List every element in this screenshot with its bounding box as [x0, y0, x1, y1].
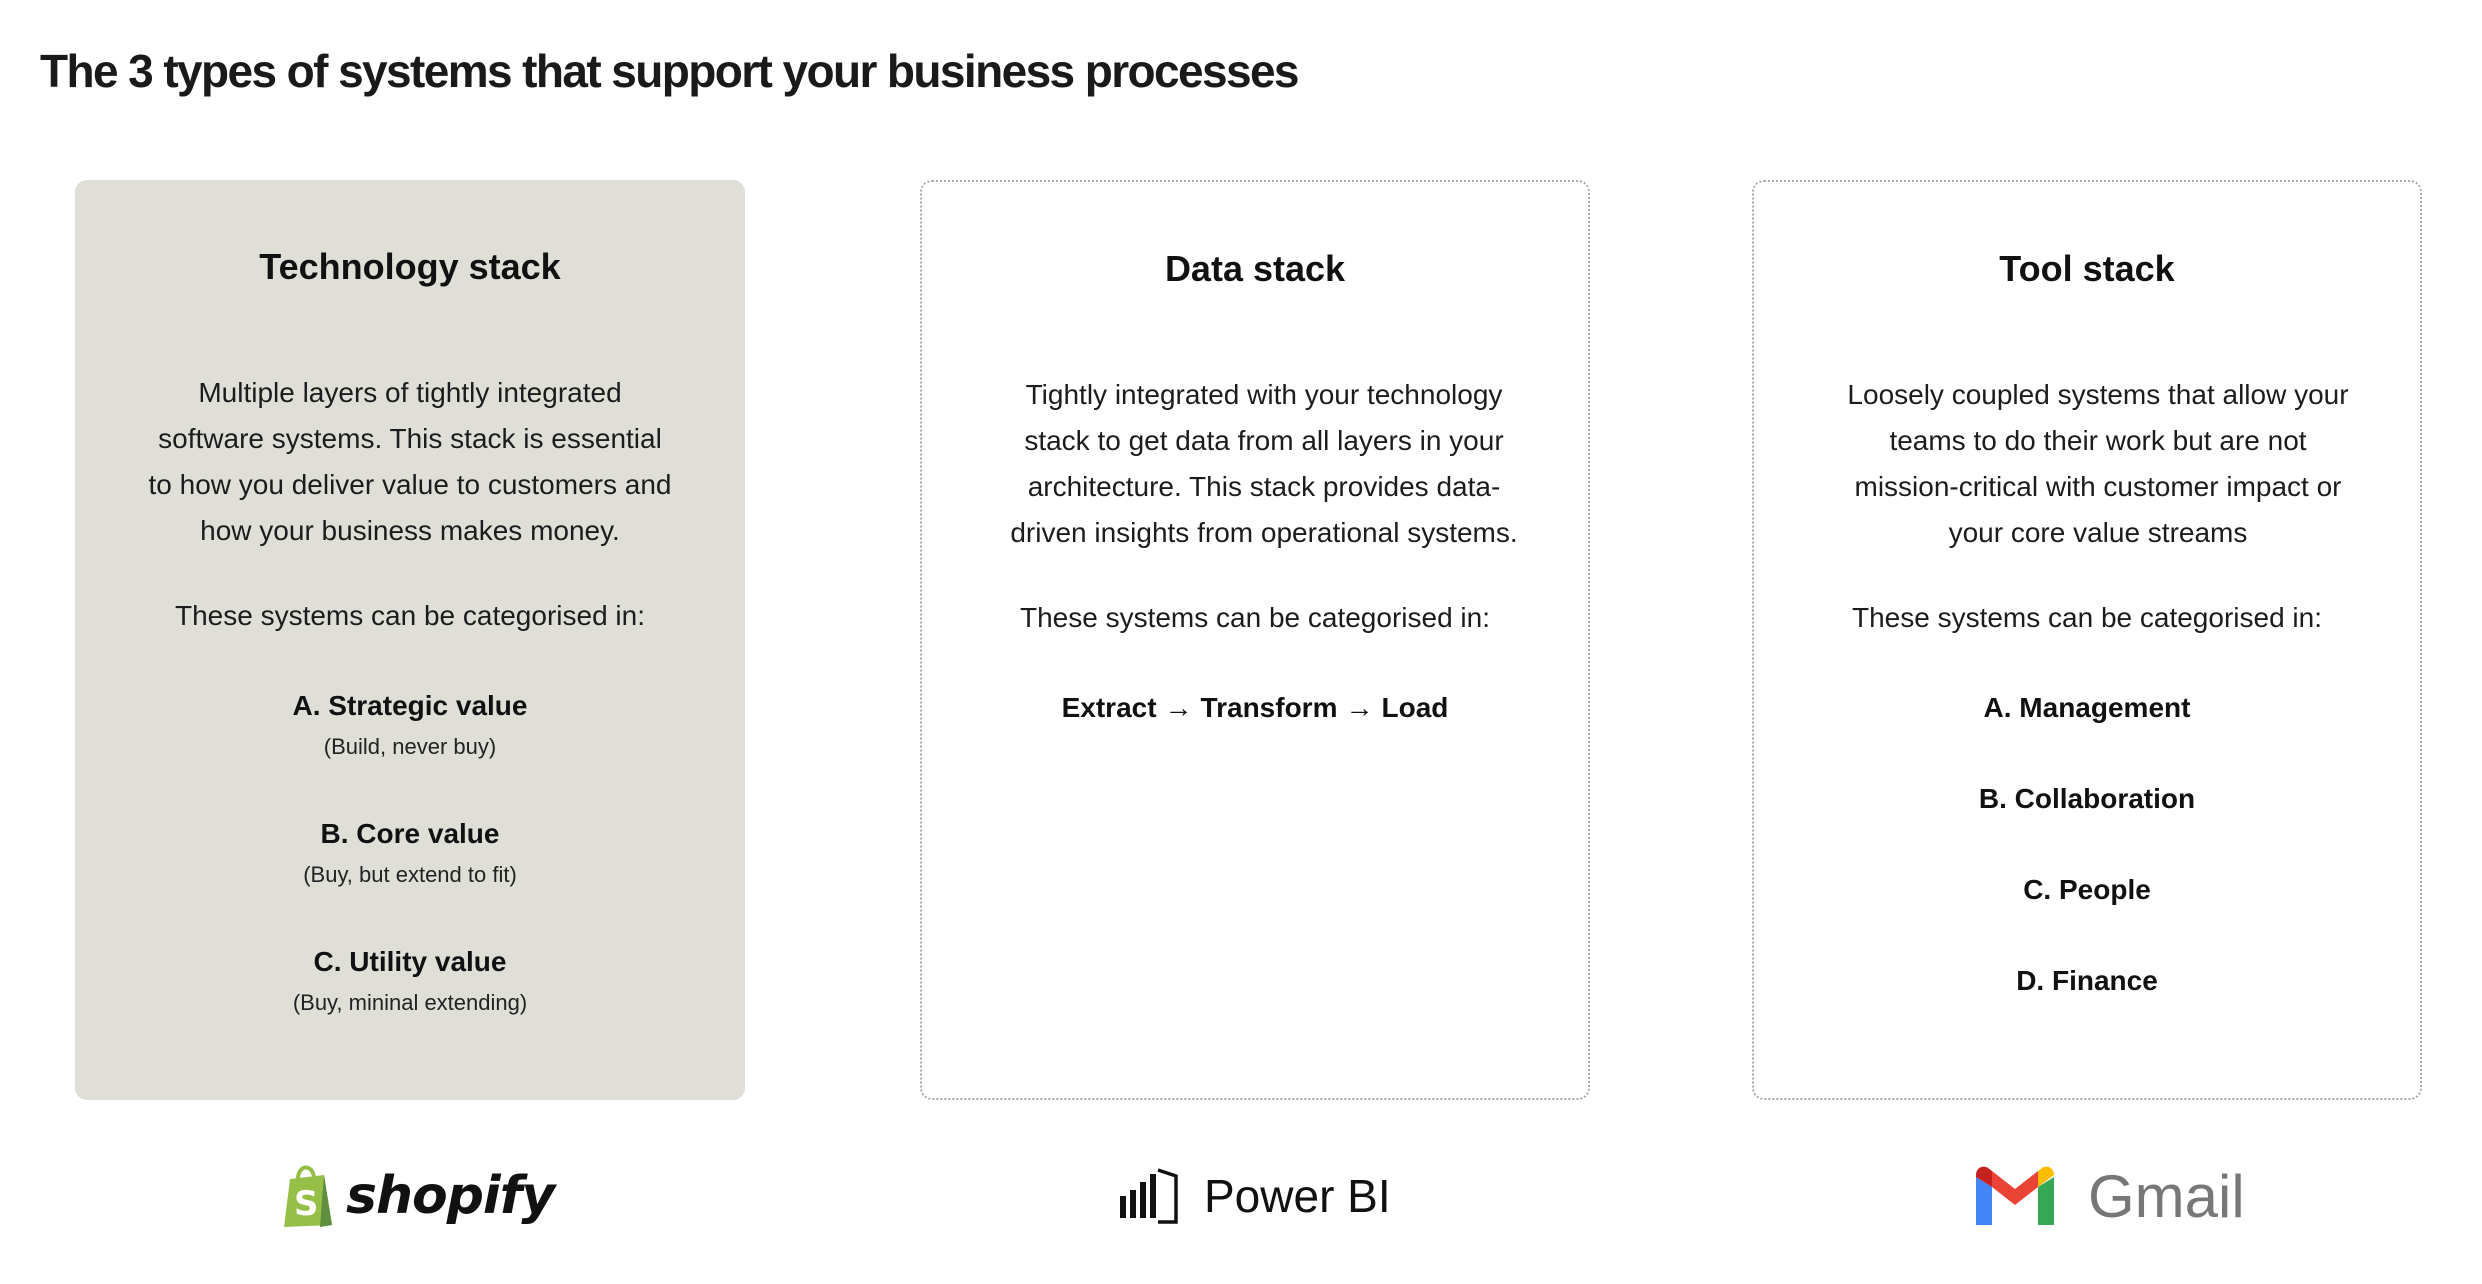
category-finance	[1754, 965, 2420, 997]
etl-load: Load	[1381, 692, 1449, 723]
category-people	[1754, 874, 2420, 906]
category-title: C. People	[2023, 874, 2151, 905]
powerbi-logo	[1118, 1160, 1391, 1232]
card-description: Loosely coupled systems that allow your teams to do their work but are not mission-critical with customer impact or your core value streams	[1847, 379, 2349, 548]
category-title: B. Collaboration	[1978, 783, 2196, 814]
category-title: B. Core value	[320, 818, 500, 849]
category-note: (Build, never buy)	[323, 734, 497, 759]
card-title: Technology stack	[259, 246, 561, 287]
card-subheading: These systems can be categorised in:	[1019, 602, 1490, 633]
card-description: Multiple layers of tightly integrated software systems. This stack is essential to how you deliver value to customers and how your business makes money.	[148, 377, 672, 546]
gmail-envelope-icon	[1972, 1163, 2058, 1229]
card-subheading: These systems can be categorised in:	[174, 600, 645, 631]
shopify-wordmark: shopify	[346, 1166, 555, 1226]
shopify-bag-icon	[280, 1163, 338, 1229]
data-stack-card	[920, 180, 1590, 1100]
category-management	[1754, 692, 2420, 724]
card-title: Data stack	[1164, 248, 1346, 289]
arrow-right-icon: →	[1164, 692, 1193, 723]
category-title: C. Utility value	[313, 946, 507, 977]
category-note: (Buy, but extend to fit)	[303, 862, 517, 887]
powerbi-wordmark: Power BI	[1204, 1170, 1391, 1222]
card-title: Tool stack	[1999, 248, 2175, 289]
gmail-wordmark: Gmail	[2088, 1162, 2245, 1230]
tool-stack-card	[1752, 180, 2422, 1100]
category-title: D. Finance	[2016, 965, 2158, 996]
technology-stack-card	[75, 180, 745, 1100]
category-collaboration	[1754, 783, 2420, 815]
shopify-logo	[280, 1160, 554, 1232]
svg-text:S: S	[294, 1184, 319, 1224]
category-strategic-value	[75, 690, 745, 760]
page-title: The 3 types of systems that support your business processes	[40, 45, 1298, 97]
category-note: (Buy, mininal extending)	[292, 990, 528, 1015]
card-subheading: These systems can be categorised in:	[1851, 602, 2322, 633]
etl-transform: Transform	[1200, 692, 1338, 723]
arrow-right-icon: →	[1345, 692, 1374, 723]
etl-flow	[922, 692, 1588, 724]
powerbi-chart-icon	[1118, 1166, 1182, 1226]
gmail-logo	[1972, 1160, 2245, 1232]
card-description: Tightly integrated with your technology stack to get data from all layers in your architecture. This stack provides data-driven insights from operational systems.	[1010, 379, 1518, 548]
category-core-value	[75, 818, 745, 888]
category-utility-value	[75, 946, 745, 1016]
category-title: A. Management	[1983, 692, 2191, 723]
category-title: A. Strategic value	[292, 690, 528, 721]
etl-extract: Extract	[1061, 692, 1157, 723]
